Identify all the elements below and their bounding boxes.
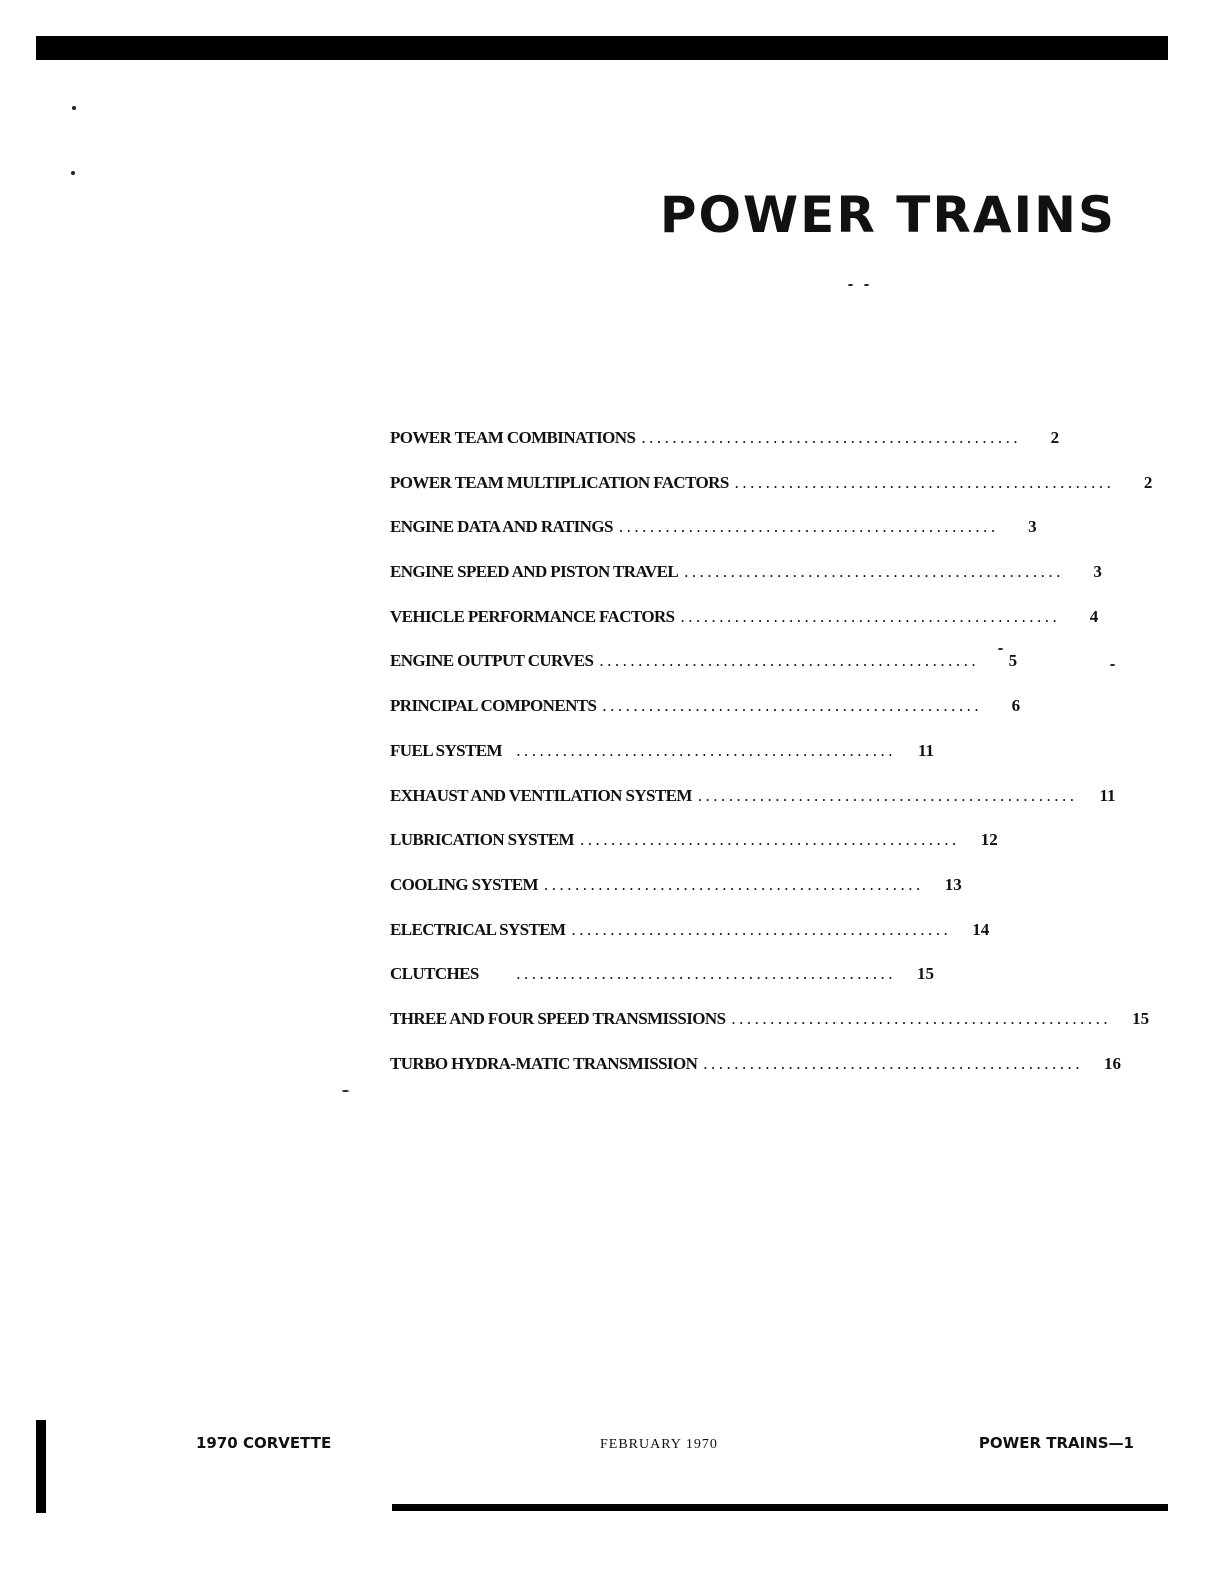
scan-speck <box>998 648 1003 650</box>
toc-entry-label: POWER TEAM COMBINATIONS <box>390 428 636 447</box>
toc-entry[interactable] <box>390 830 998 875</box>
top-black-bar <box>36 36 1168 60</box>
toc-leader-dots: ................................................. <box>571 919 952 939</box>
left-margin-rule <box>36 1420 46 1513</box>
toc-entry-label: CLUTCHES <box>390 964 479 984</box>
toc-entry-label: FUEL SYSTEM <box>390 740 502 760</box>
footer-date: FEBRUARY 1970 <box>600 1437 718 1452</box>
table-of-contents <box>390 428 1153 1098</box>
toc-entry-label: ENGINE OUTPUT CURVES <box>390 651 594 671</box>
toc-entry-page: 3 <box>1093 562 1102 582</box>
toc-entry-page: 15 <box>917 964 934 984</box>
toc-entry-page: 11 <box>917 740 934 760</box>
toc-entry-page: 15 <box>1132 1008 1150 1028</box>
toc-entry-label: LUBRICATION SYSTEM <box>390 830 574 850</box>
toc-entry-page: 4 <box>1089 606 1099 626</box>
toc-leader-dots: ................................................. <box>731 1008 1112 1028</box>
scan-speck <box>864 284 869 286</box>
toc-entry-label: POWER TEAM MULTIPLICATION FACTORS <box>390 472 729 492</box>
page-title: POWER TRAINS <box>659 186 1116 244</box>
toc-entry-page: 3 <box>1028 517 1037 537</box>
toc-leader-dots: ................................................. <box>697 785 1078 805</box>
footer-page-number: POWER TRAINS—1 <box>978 1434 1134 1452</box>
toc-entry-page: 2 <box>1050 428 1060 447</box>
toc-entry-page: 2 <box>1143 472 1153 492</box>
toc-entry-page: 11 <box>1099 785 1116 805</box>
toc-leader-dots: ................................................. <box>543 874 924 894</box>
toc-leader-dots: ................................................. <box>599 651 980 671</box>
toc-entry-label: EXHAUST AND VENTILATION SYSTEM <box>390 785 692 805</box>
toc-leader-dots: ................................................. <box>684 562 1064 582</box>
toc-entry-page: 14 <box>972 919 990 939</box>
footer-model: 1970 CORVETTE <box>196 1434 332 1452</box>
scan-speck <box>72 106 76 110</box>
toc-entry-page: 6 <box>1011 696 1021 716</box>
toc-leader-dots: ................................................. <box>602 696 983 716</box>
toc-entry[interactable] <box>390 606 1099 652</box>
toc-entry-label: PRINCIPAL COMPONENTS <box>390 696 597 716</box>
toc-entry-label: COOLING SYSTEM <box>390 874 538 894</box>
scan-speck <box>342 1090 349 1092</box>
toc-entry-label: ENGINE DATA AND RATINGS <box>390 517 613 537</box>
toc-entry[interactable] <box>390 874 962 920</box>
toc-entry-label: TURBO HYDRA-MATIC TRANSMISSION <box>390 1053 698 1073</box>
toc-entry-label: THREE AND FOUR SPEED TRANSMISSIONS <box>390 1008 726 1028</box>
toc-leader-dots: ................................................. <box>680 606 1061 626</box>
scan-speck <box>1110 664 1115 666</box>
toc-leader-dots: ................................................. <box>734 472 1115 492</box>
toc-leader-dots: ................................................. <box>516 964 896 984</box>
toc-leader-dots: ................................................. <box>618 517 999 537</box>
bottom-rule <box>392 1504 1168 1511</box>
toc-entry-page: 16 <box>1104 1053 1121 1073</box>
toc-entry-page: 5 <box>1008 651 1018 671</box>
toc-entry-label: VEHICLE PERFORMANCE FACTORS <box>390 606 675 626</box>
toc-entry[interactable] <box>390 696 1021 741</box>
toc-entry[interactable] <box>390 472 1153 518</box>
toc-leader-dots: ................................................. <box>516 740 896 760</box>
toc-entry-page: 12 <box>980 830 998 850</box>
scan-speck <box>71 171 75 175</box>
toc-entry-page: 13 <box>944 874 962 894</box>
toc-entry-label: ENGINE SPEED AND PISTON TRAVEL <box>390 562 679 582</box>
toc-leader-dots: ................................................. <box>579 830 960 850</box>
toc-leader-dots: ................................................. <box>703 1053 1083 1073</box>
toc-entry[interactable] <box>390 741 934 786</box>
toc-entry[interactable] <box>390 919 990 965</box>
toc-entry[interactable] <box>390 1008 1150 1054</box>
toc-entry[interactable] <box>390 785 1116 831</box>
toc-entry[interactable] <box>390 651 1018 696</box>
toc-entry[interactable] <box>390 428 1060 473</box>
toc-entry[interactable] <box>390 964 934 1009</box>
toc-entry[interactable] <box>390 562 1102 607</box>
toc-entry-label: ELECTRICAL SYSTEM <box>390 919 566 939</box>
scan-speck <box>848 284 853 286</box>
toc-entry[interactable] <box>390 517 1037 562</box>
toc-leader-dots: ................................................. <box>641 428 1022 447</box>
toc-entry[interactable] <box>390 1053 1121 1099</box>
